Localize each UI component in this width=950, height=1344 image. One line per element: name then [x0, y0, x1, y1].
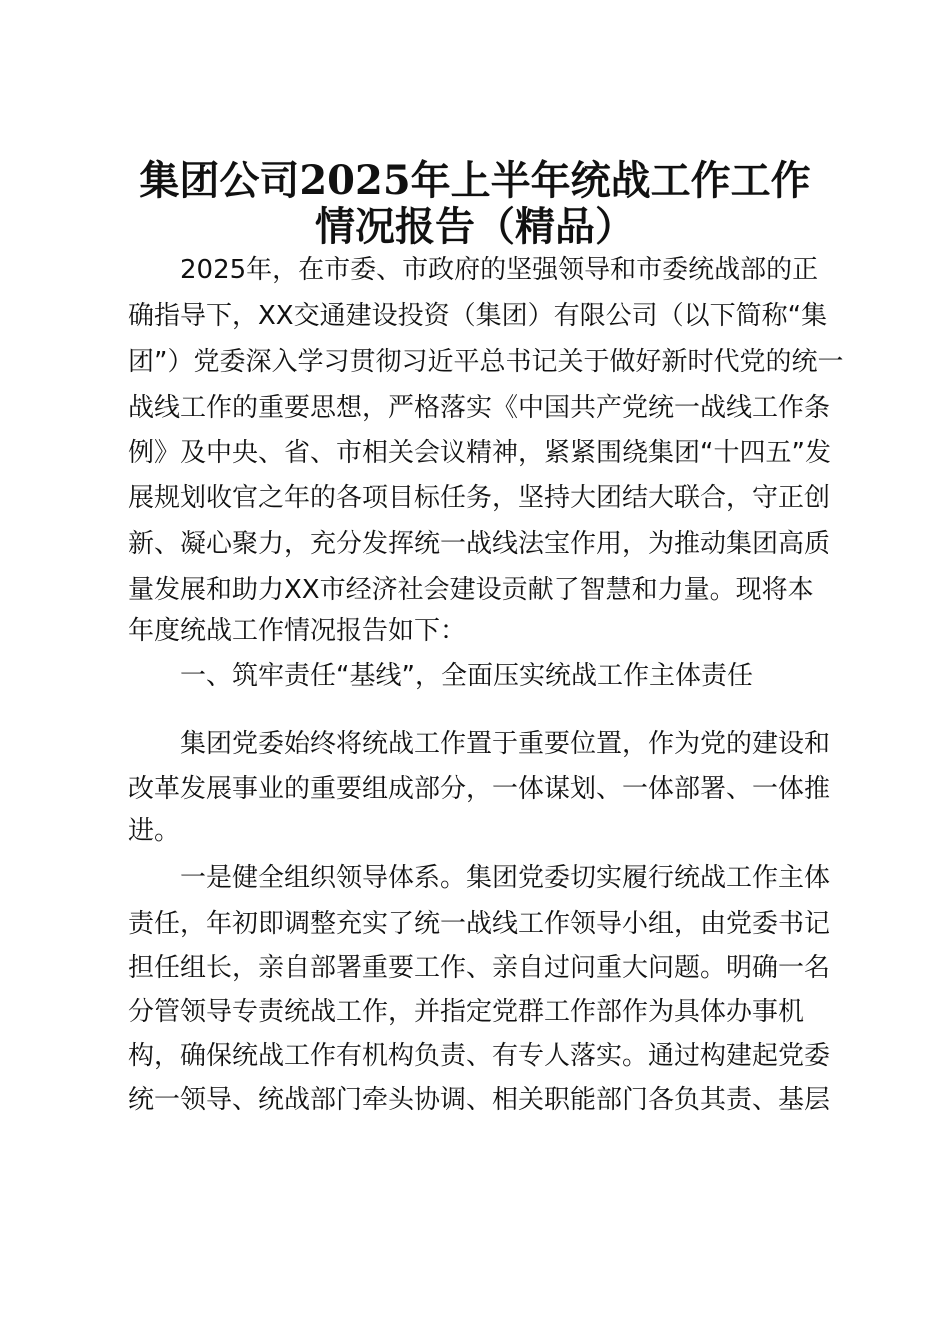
paragraph-line: 进。 — [128, 816, 181, 846]
document-title-line-1: 集团公司2025年上半年统战工作工作 — [139, 157, 811, 204]
paragraph-line: 改革发展事业的重要组成部分，一体谋划、一体部署、一体推 — [128, 774, 831, 804]
paragraph-line: 担任组长，亲自部署重要工作、亲自过问重大问题。明确一名 — [128, 953, 831, 983]
paragraph-line: 展规划收官之年的各项目标任务，坚持大团结大联合，守正创 — [128, 483, 831, 513]
document-title-line-2: 情况报告（精品） — [315, 203, 635, 250]
paragraph-line: 团”）党委深入学习贯彻习近平总书记关于做好新时代党的统一 — [128, 347, 844, 377]
paragraph-line: 确指导下，XX交通建设投资（集团）有限公司（以下简称“集 — [128, 301, 828, 331]
paragraph-line: 量发展和助力XX市经济社会建设贡献了智慧和力量。现将本 — [128, 575, 814, 605]
paragraph-line: 一是健全组织领导体系。集团党委切实履行统战工作主体 — [180, 863, 831, 893]
paragraph-line: 例》及中央、省、市相关会议精神，紧紧围绕集团“十四五”发 — [128, 438, 831, 468]
section-heading: 一、筑牢责任“基线”，全面压实统战工作主体责任 — [180, 661, 753, 691]
paragraph-line: 责任，年初即调整充实了统一战线工作领导小组，由党委书记 — [128, 909, 831, 939]
paragraph-line: 年度统战工作情况报告如下： — [128, 616, 467, 646]
paragraph-line: 2025年，在市委、市政府的坚强领导和市委统战部的正 — [180, 255, 819, 285]
paragraph-line: 统一领导、统战部门牵头协调、相关职能部门各负其责、基层 — [128, 1085, 831, 1115]
paragraph-line: 战线工作的重要思想，严格落实《中国共产党统一战线工作条 — [128, 393, 831, 423]
paragraph-line: 构，确保统战工作有机构负责、有专人落实。通过构建起党委 — [128, 1041, 831, 1071]
paragraph-line: 新、凝心聚力，充分发挥统一战线法宝作用，为推动集团高质 — [128, 529, 831, 559]
paragraph-line: 分管领导专责统战工作，并指定党群工作部作为具体办事机 — [128, 997, 805, 1027]
paragraph-line: 集团党委始终将统战工作置于重要位置，作为党的建设和 — [180, 729, 831, 759]
